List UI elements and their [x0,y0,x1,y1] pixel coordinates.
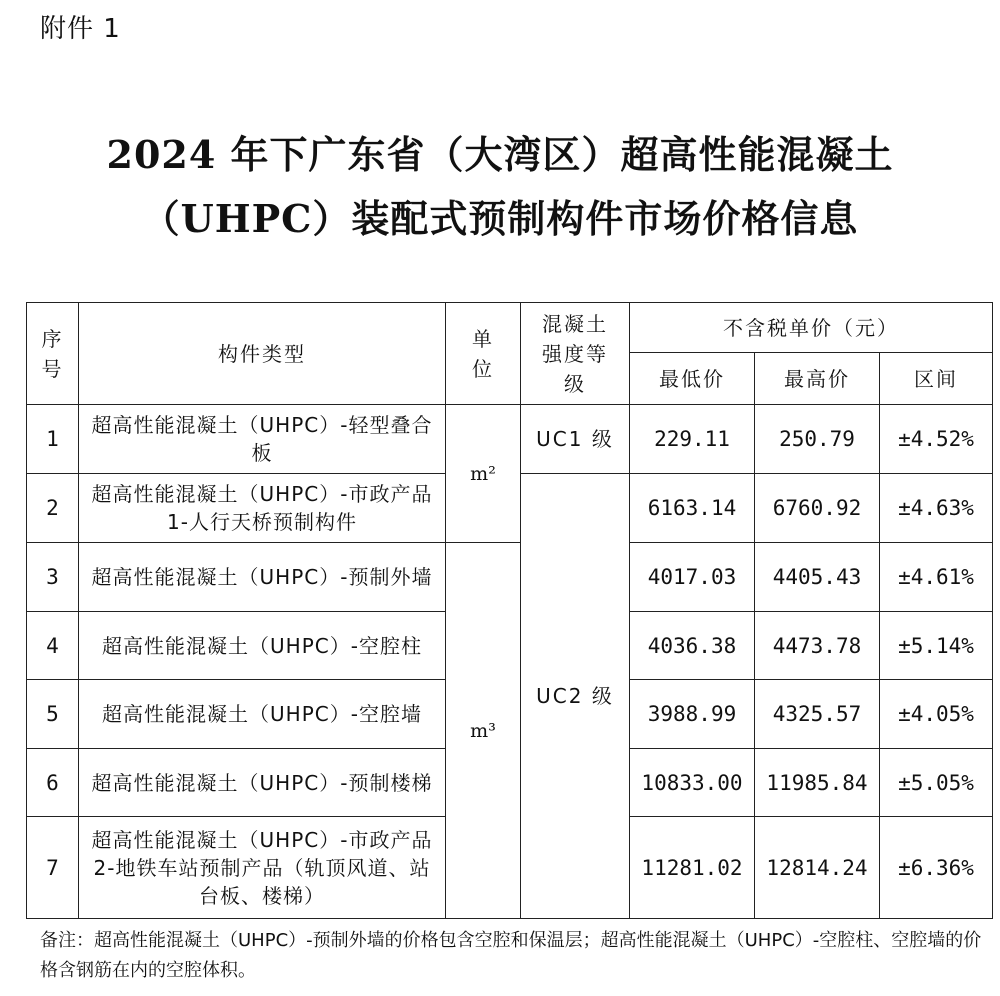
footnote: 备注：超高性能混凝土（UHPC）-预制外墙的价格包含空腔和保温层；超高性能混凝土（UHPC）-空腔柱、空腔墙的价格含钢筋在内的空腔体积。 [40,930,982,981]
row-name: 超高性能混凝土（UHPC）-轻型叠合板 [79,405,446,474]
row-min: 11281.02 [630,817,755,919]
row-max: 11985.84 [755,749,880,817]
header-unit: 单位 [446,303,521,405]
row-max: 4473.78 [755,612,880,680]
row-range: ±5.05% [880,749,993,817]
page-title-line-1: 2024 年下广东省（大湾区）超高性能混凝土 [106,132,894,177]
row-range: ±6.36% [880,817,993,919]
table-row [27,405,993,474]
row-max: 12814.24 [755,817,880,919]
header-price-group: 不含税单价（元） [630,303,993,353]
row-name: 超高性能混凝土（UHPC）-预制外墙 [79,543,446,612]
grade-uc1: UC1 级 [521,405,630,474]
row-seq: 5 [27,680,79,749]
row-max: 6760.92 [755,474,880,543]
row-min: 4017.03 [630,543,755,612]
row-min: 229.11 [630,405,755,474]
row-max: 4405.43 [755,543,880,612]
header-range: 区间 [880,353,993,405]
row-seq: 7 [27,817,79,919]
grade-uc2: UC2 级 [521,474,630,919]
row-name: 超高性能混凝土（UHPC）-预制楼梯 [79,749,446,817]
unit-m3: m³ [446,543,521,919]
row-min: 10833.00 [630,749,755,817]
header-min: 最低价 [630,353,755,405]
header-max: 最高价 [755,353,880,405]
row-seq: 4 [27,612,79,680]
row-seq: 2 [27,474,79,543]
row-range: ±4.61% [880,543,993,612]
row-max: 250.79 [755,405,880,474]
row-seq: 1 [27,405,79,474]
row-range: ±4.05% [880,680,993,749]
row-range: ±5.14% [880,612,993,680]
row-seq: 6 [27,749,79,817]
row-name: 超高性能混凝土（UHPC）-市政产品 2-地铁车站预制产品（轨顶风道、站台板、楼梯） [79,817,446,919]
row-seq: 3 [27,543,79,612]
header-grade: 混凝土强度等级 [521,303,630,405]
row-name: 超高性能混凝土（UHPC）-空腔柱 [79,612,446,680]
row-min: 6163.14 [630,474,755,543]
row-range: ±4.63% [880,474,993,543]
page-title-line-2: （UHPC）装配式预制构件市场价格信息 [141,196,859,241]
row-max: 4325.57 [755,680,880,749]
header-seq: 序号 [27,303,79,405]
row-name: 超高性能混凝土（UHPC）-空腔墙 [79,680,446,749]
row-name: 超高性能混凝土（UHPC）-市政产品 1-人行天桥预制构件 [79,474,446,543]
row-range: ±4.52% [880,405,993,474]
header-row-1 [27,303,993,353]
header-type: 构件类型 [79,303,446,405]
unit-m2: m² [446,405,521,543]
row-min: 4036.38 [630,612,755,680]
price-table [26,302,993,919]
attachment-label: 附件 1 [40,14,121,44]
row-min: 3988.99 [630,680,755,749]
table-row [27,543,993,612]
